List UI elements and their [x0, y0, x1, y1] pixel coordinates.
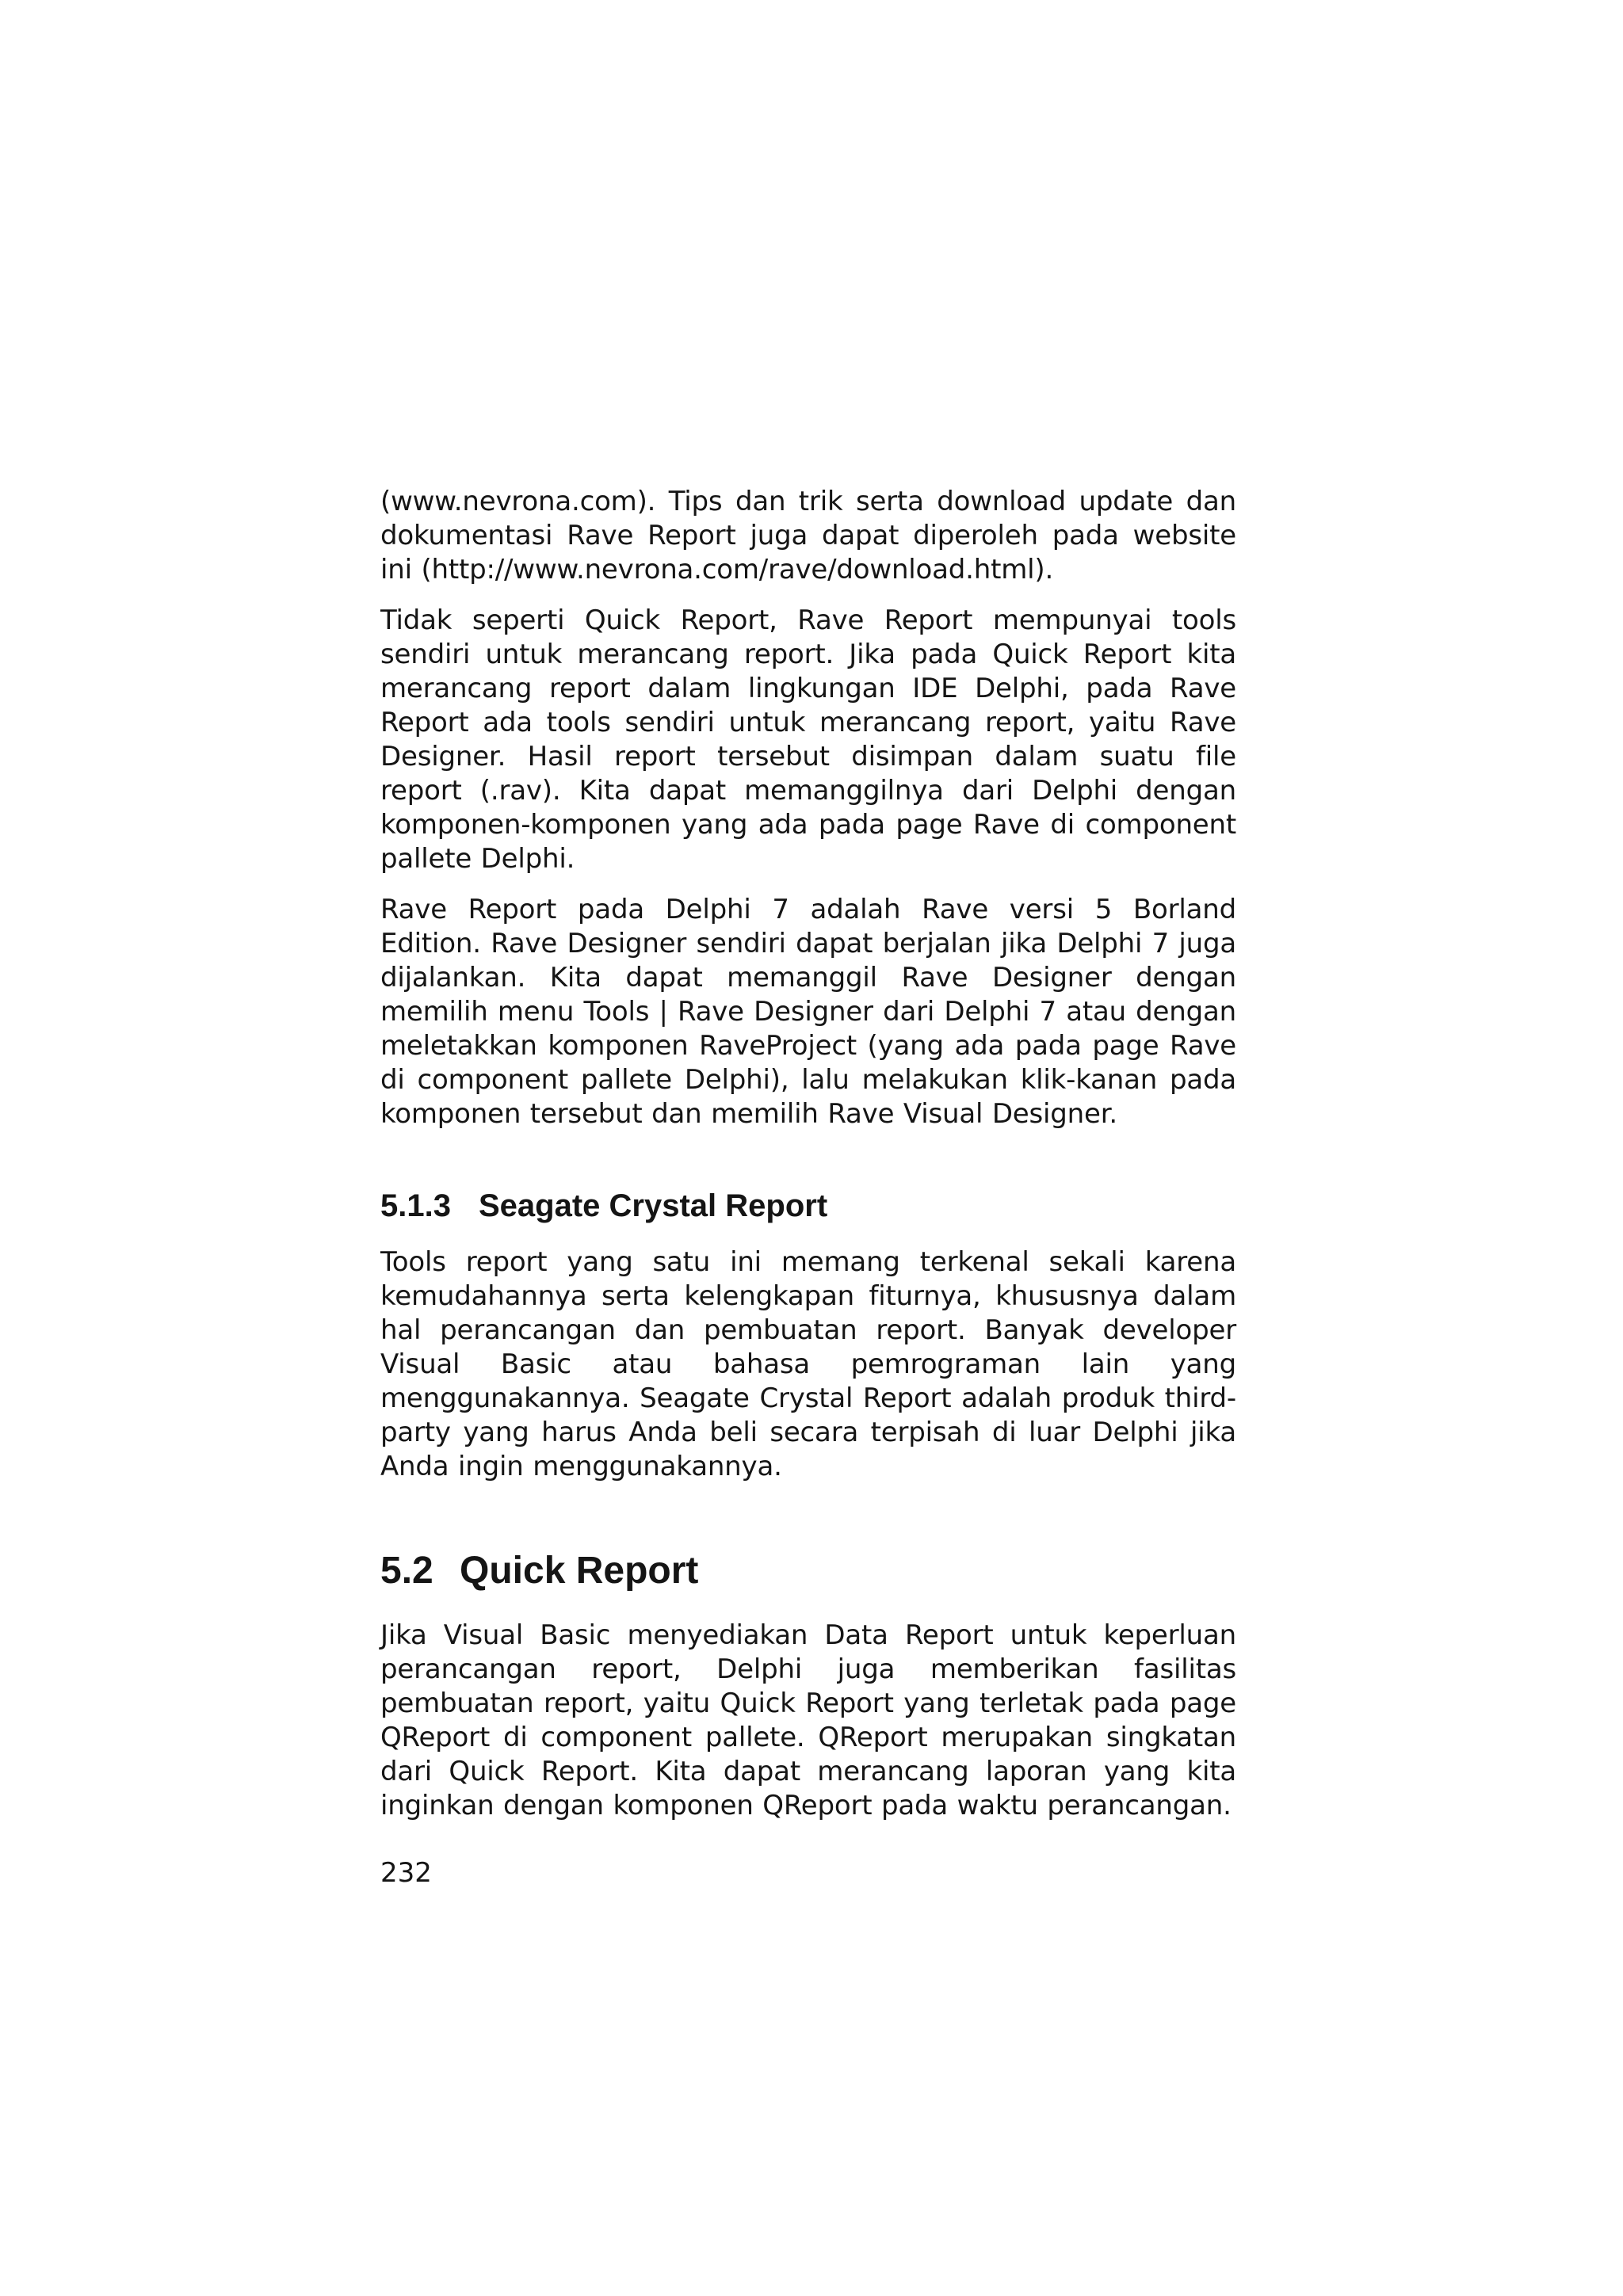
page-content	[380, 485, 1236, 1823]
section-number: 5.2	[380, 1550, 433, 1592]
section-title: Seagate Crystal Report	[479, 1188, 828, 1223]
body-paragraph-2: Tidak seperti Quick Report, Rave Report mempunyai tools sendiri untuk merancang report. Jika pada Quick Report kita merancang report dalam lingkungan IDE Delphi, pada Rave Report ada tools sendiri untuk merancang report, yaitu Rave Designer. Hasil report tersebut disimpan dalam suatu file report (.rav). Kita dapat memanggilnya dari Delphi dengan komponen-komponen yang ada pada page Rave di component pallete Delphi.	[380, 605, 1236, 875]
section-title: Quick Report	[460, 1550, 699, 1592]
section-number: 5.1.3	[380, 1188, 451, 1223]
section-heading-5-2	[380, 1549, 1236, 1593]
body-paragraph-3: Rave Report pada Delphi 7 adalah Rave versi 5 Borland Edition. Rave Designer sendiri dapat berjalan jika Delphi 7 juga dijalankan. Kita dapat memanggil Rave Designer dengan memilih menu Tools | Rave Designer dari Delphi 7 atau dengan meletakkan komponen RaveProject (yang ada pada page Rave di component pallete Delphi), lalu melakukan klik-kanan pada komponen tersebut dan memilih Rave Visual Designer.	[380, 894, 1236, 1130]
body-paragraph-1: (www.nevrona.com). Tips dan trik serta download update dan dokumentasi Rave Report juga dapat diperoleh pada website ini (http://www.nevrona.com/rave/download.html).	[380, 486, 1236, 585]
section-heading-5-1-3	[380, 1187, 1236, 1225]
page-number: 232	[380, 1857, 432, 1889]
body-paragraph-4: Tools report yang satu ini memang terkenal sekali karena kemudahannya serta kelengkapan fiturnya, khususnya dalam hal perancangan dan pembuatan report. Banyak developer Visual Basic atau bahasa pemrograman lain yang menggunakannya. Seagate Crystal Report adalah produk third-party yang harus Anda beli secara terpisah di luar Delphi jika Anda ingin menggunakannya.	[380, 1246, 1236, 1482]
body-paragraph-5: Jika Visual Basic menyediakan Data Report untuk keperluan perancangan report, Delphi juga memberikan fasilitas pembuatan report, yaitu Quick Report yang terletak pada page QReport di component pallete. QReport merupakan singkatan dari Quick Report. Kita dapat merancang laporan yang kita inginkan dengan komponen QReport pada waktu perancangan.	[380, 1619, 1236, 1821]
